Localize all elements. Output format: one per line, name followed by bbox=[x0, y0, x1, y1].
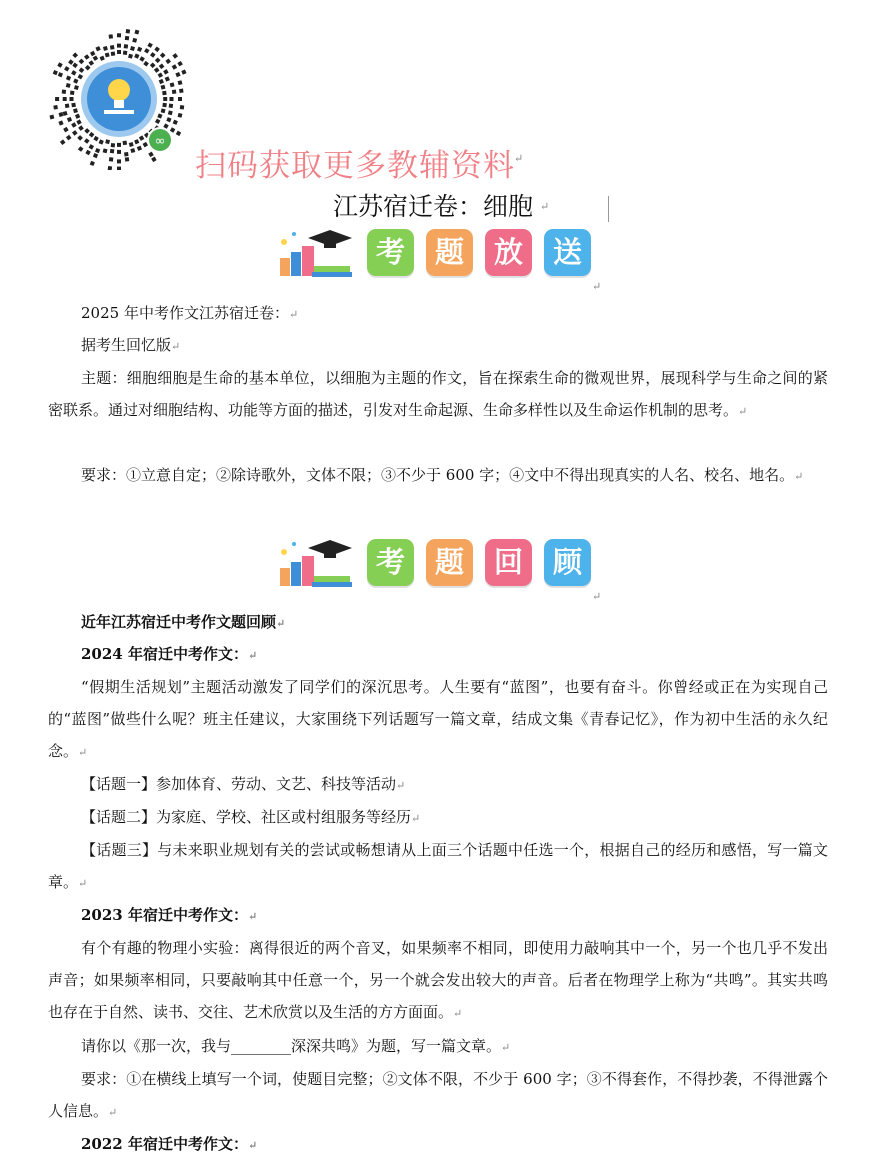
books-graduation-cap-icon bbox=[278, 228, 354, 278]
prompt-2023: 请你以《那一次，我与________深深共鸣》为题，写一篇文章。↵ bbox=[81, 1037, 511, 1055]
banner-exam-review bbox=[278, 534, 598, 590]
requirement-paragraph: 要求：①立意自定；②除诗歌外，文体不限；③不少于 600 字；④文中不得出现真实的人名、校名、地名。↵ bbox=[81, 466, 804, 484]
tile-gu: 顾 bbox=[544, 539, 591, 586]
tile-ti: 题 bbox=[426, 539, 473, 586]
paragraph: 据考生回忆版↵ bbox=[81, 336, 181, 354]
tile-song: 送 bbox=[544, 229, 591, 276]
tile-fang: 放 bbox=[485, 229, 532, 276]
divider bbox=[608, 196, 609, 222]
paragraph: 2025 年中考作文江苏宿迁卷：↵ bbox=[81, 304, 299, 322]
promo-text: 扫码获取更多教辅资料 bbox=[195, 148, 515, 184]
page-title: 江苏宿迁卷：细胞 bbox=[333, 192, 534, 221]
year-heading-2023: 2023 年宿迁中考作文：↵ bbox=[81, 906, 258, 924]
paragraph-2023: 有个有趣的物理小实验：离得很近的两个音叉，如果频率不相同，即使用力敲响其中一个，另一个也几乎不发出声音；如果频率相同，只要敲响其中任意一个，另一个就会发出较大的声音。后者在物理学上称为“共鸣”。其实共鸣也存在于自然、读书、交往、艺术欣赏以及生活的方方面面。↵ bbox=[48, 939, 828, 1021]
mini-program-qr-code-icon bbox=[48, 28, 190, 170]
topic-paragraph: 主题：细胞细胞是生命的基本单位，以细胞为主题的作文，旨在探索生命的微观世界，展现科学与生命之间的紧密联系。通过对细胞结构、功能等方面的描述，引发对生命起源、生命多样性以及生命运作机制的思考。↵ bbox=[48, 369, 828, 419]
year-heading-2024: 2024 年宿迁中考作文：↵ bbox=[81, 645, 258, 663]
topic-one: 【话题一】参加体育、劳动、文艺、科技等活动↵ bbox=[81, 775, 406, 793]
requirement-2023: 要求：①在横线上填写一个词，使题目完整；②文体不限，不少于 600 字；③不得套作，不得抄袭，不得泄露个人信息。↵ bbox=[48, 1070, 828, 1120]
tile-kao: 考 bbox=[367, 229, 414, 276]
tile-ti: 题 bbox=[426, 229, 473, 276]
topic-two: 【话题二】为家庭、学校、社区或村组服务等经历↵ bbox=[81, 808, 421, 826]
year-heading-2022: 2022 年宿迁中考作文：↵ bbox=[81, 1135, 258, 1153]
svg-text:∞: ∞ bbox=[154, 134, 166, 149]
tile-hui: 回 bbox=[485, 539, 532, 586]
banner-exam-release bbox=[278, 224, 598, 280]
topic-three: 【话题三】与未来职业规划有关的尝试或畅想请从上面三个话题中任选一个，根据自己的经历和感悟，写一篇文章。↵ bbox=[48, 841, 828, 891]
tile-kao: 考 bbox=[367, 539, 414, 586]
section-heading: 近年江苏宿迁中考作文题回顾↵ bbox=[81, 613, 286, 631]
books-graduation-cap-icon bbox=[278, 538, 354, 588]
paragraph-2024: “假期生活规划”主题活动激发了同学们的深沉思考。人生要有“蓝图”，也要有奋斗。你曾经或正在为实现自己的“蓝图”做些什么呢？班主任建议，大家围绕下列话题写一篇文章，结成文集《青春记忆》，作为初中生活的永久纪念。↵ bbox=[48, 678, 828, 760]
